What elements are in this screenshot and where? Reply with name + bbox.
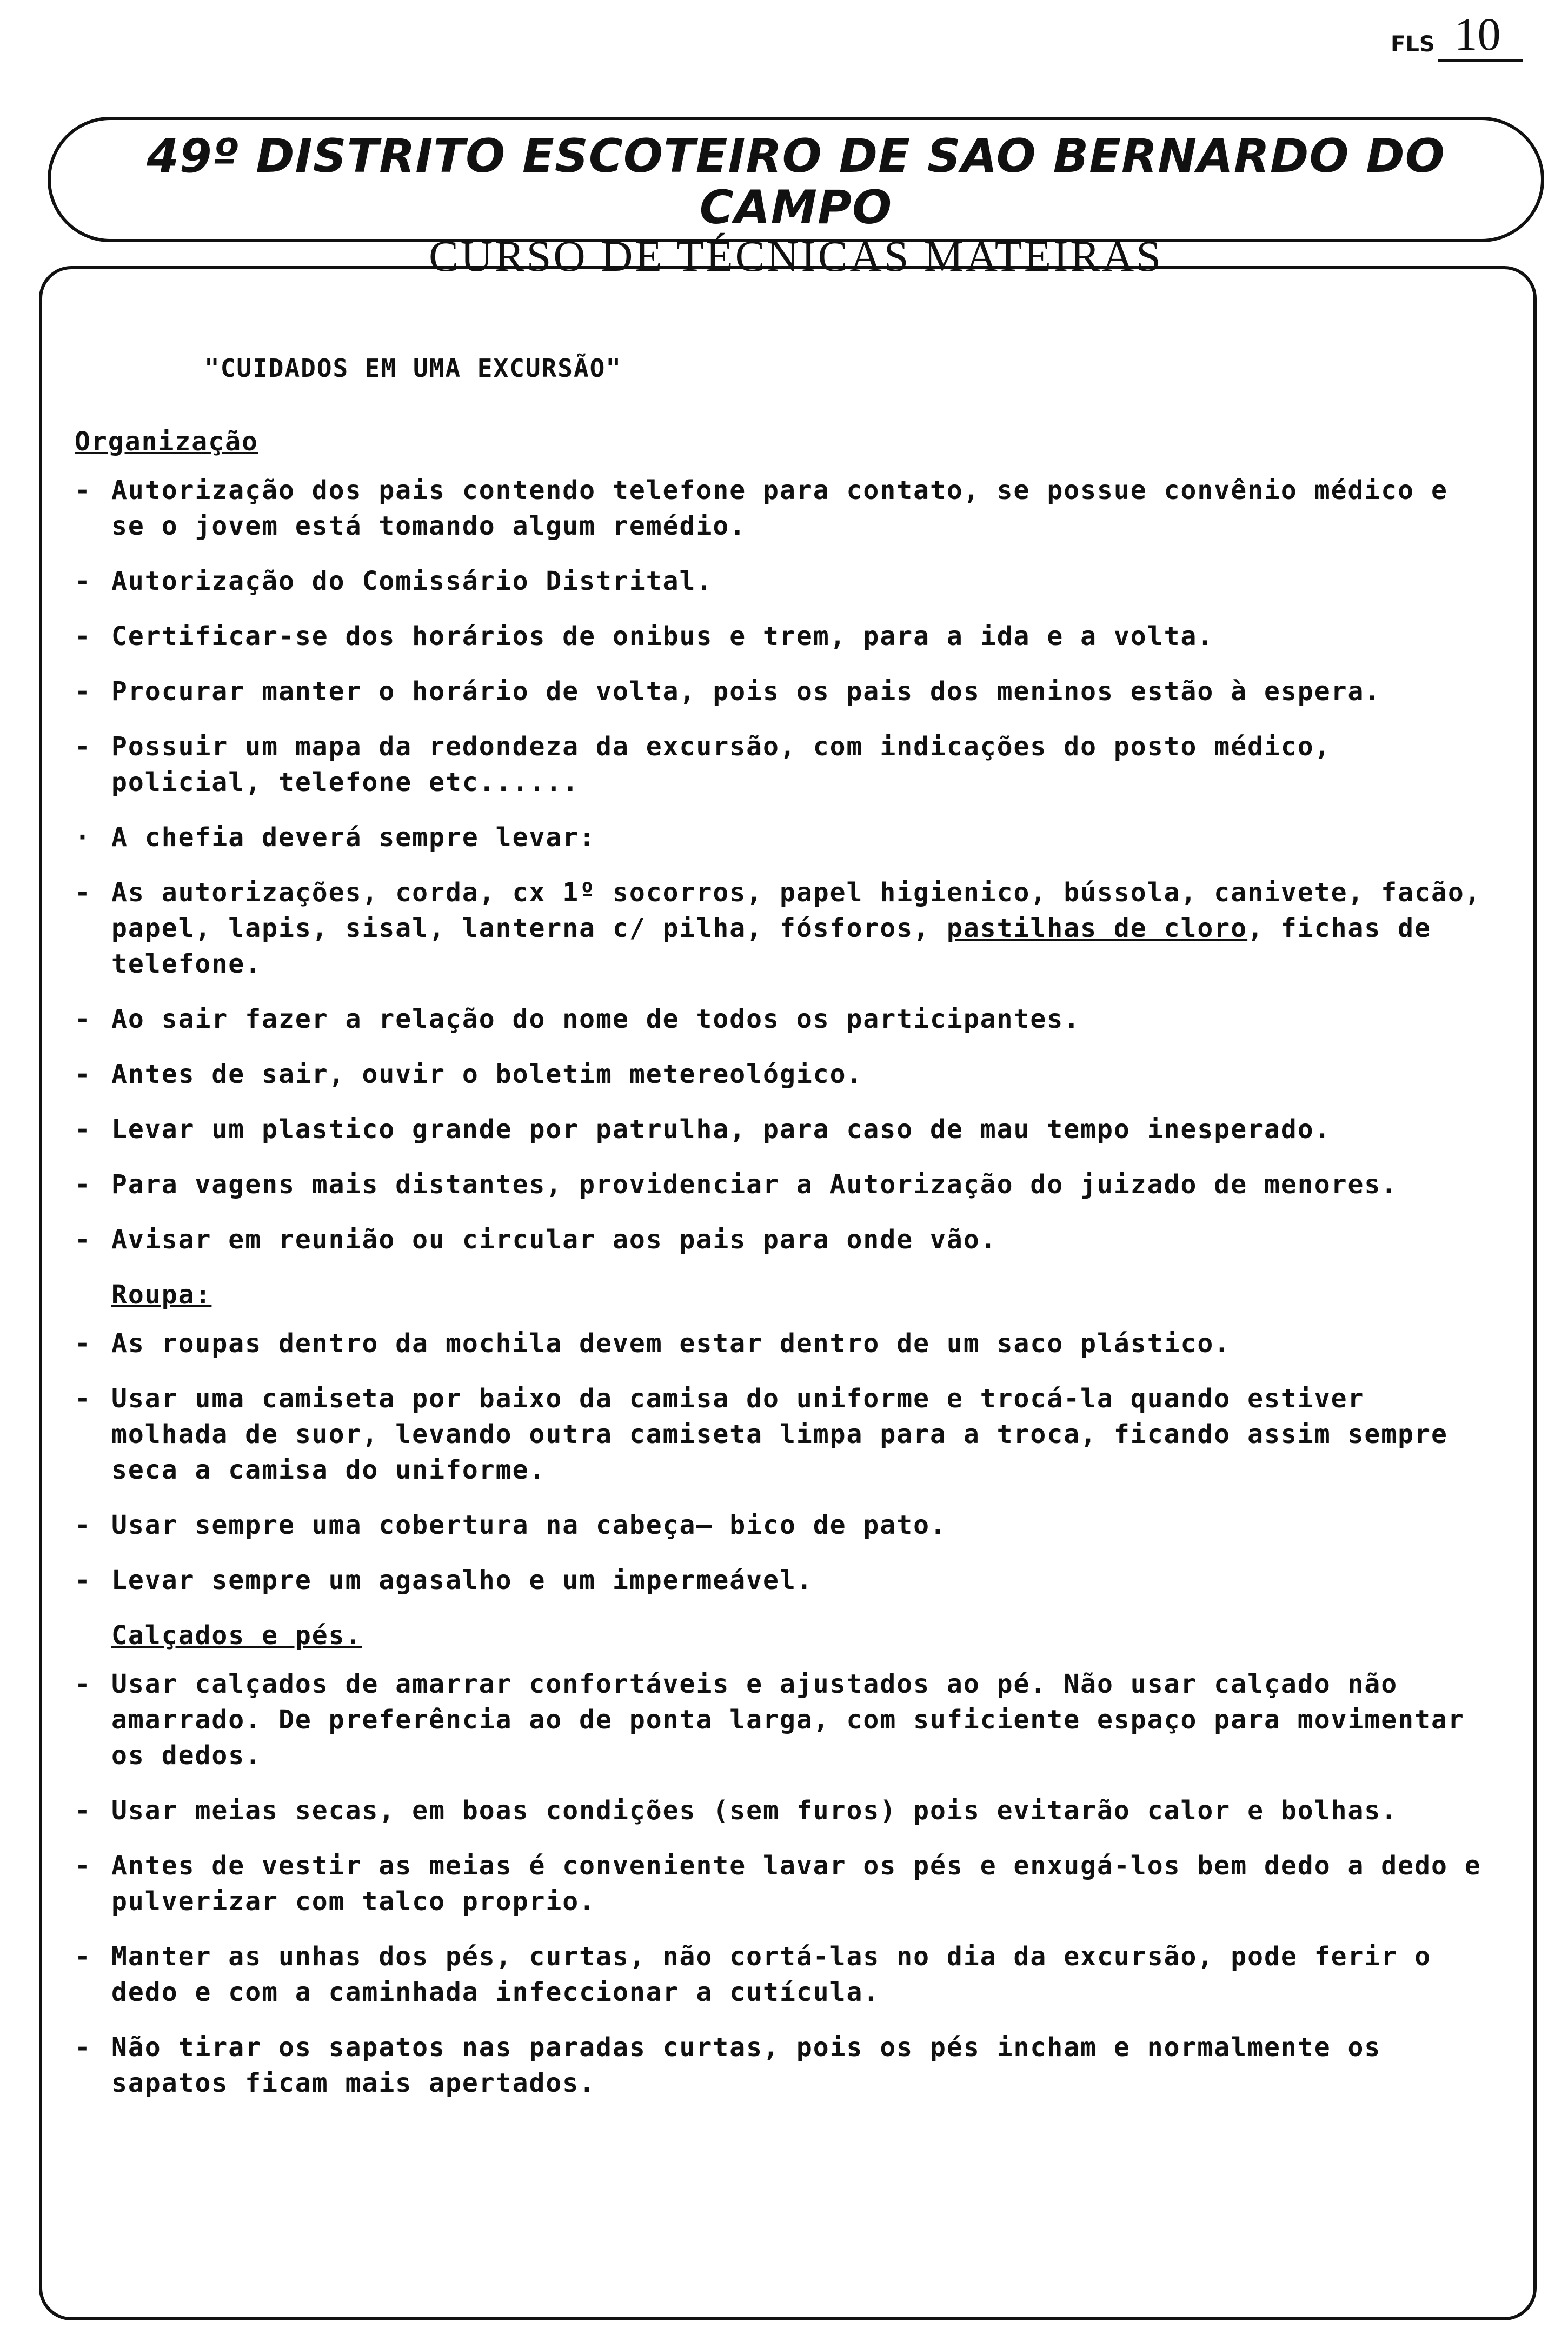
list-item: - Autorização do Comissário Distrital. xyxy=(75,566,713,596)
section-heading-roupa: Roupa: xyxy=(111,1280,212,1310)
list-item: - Avisar em reunião ou circular aos pais para onde vão. xyxy=(75,1225,997,1255)
section-heading-organizacao: Organização xyxy=(75,427,258,457)
list-item: - Procurar manter o horário de volta, pois os pais dos meninos estão à espera. xyxy=(75,676,1381,707)
list-note: · A chefia deverá sempre levar: xyxy=(75,822,596,853)
section-heading-calcados: Calçados e pés. xyxy=(111,1620,362,1651)
document-body xyxy=(75,350,1491,2120)
list-item: - Certificar-se dos horários de onibus e trem, para a ida e a volta. xyxy=(75,621,1214,651)
list-item: - Levar sempre um agasalho e um impermeável. xyxy=(75,1565,813,1595)
page-number-label: FLS xyxy=(1391,32,1435,57)
list-item: - Usar uma camiseta por baixo da camisa do uniforme e trocá-la quando estiver molhada de suor, levando outra camiseta limpa para a troca, ficando assim sempre seca a camisa do uniforme. xyxy=(75,1384,1448,1485)
list-item: - Antes de vestir as meias é conveniente lavar os pés e enxugá-los bem dedo a dedo e pulverizar com talco proprio. xyxy=(75,1851,1481,1917)
list-item: - Usar sempre uma cobertura na cabeça— bico de pato. xyxy=(75,1510,947,1540)
list-item: - Usar calçados de amarrar confortáveis e ajustados ao pé. Não usar calçado não amarrado. De preferência ao de ponta larga, com suficiente espaço para movimentar os dedos. xyxy=(75,1669,1465,1771)
list-item: - Não tirar os sapatos nas paradas curtas, pois os pés incham e normalmente os sapatos ficam mais apertados. xyxy=(75,2032,1381,2098)
content-frame xyxy=(39,266,1537,2320)
list-item: - As roupas dentro da mochila devem estar dentro de um saco plástico. xyxy=(75,1328,1231,1359)
list-item: - As autorizações, corda, cx 1º socorros, papel higienico, bússola, canivete, facão, papel, lapis, sisal, lanterna c/ pilha, fósforos, pastilhas de cloro, fichas de telefone. xyxy=(75,877,1481,979)
document-header xyxy=(48,117,1544,281)
page-number-value: 10 xyxy=(1438,11,1523,62)
list-item: - Manter as unhas dos pés, curtas, não cortá-las no dia da excursão, pode ferir o dedo e com a caminhada infeccionar a cutícula. xyxy=(75,1941,1431,2007)
document-title: "CUIDADOS EM UMA EXCURSÃO" xyxy=(204,354,622,383)
list-item: - Possuir um mapa da redondeza da excursão, com indicações do posto médico, policial, telefone etc...... xyxy=(75,731,1331,797)
list-item: - Antes de sair, ouvir o boletim metereológico. xyxy=(75,1059,863,1089)
district-title: 49º DISTRITO ESCOTEIRO DE SAO BERNARDO DO CAMPO xyxy=(147,129,1445,235)
list-item: - Usar meias secas, em boas condições (sem furos) pois evitarão calor e bolhas. xyxy=(75,1795,1398,1826)
course-title: CURSO DE TÉCNICAS MATEIRAS xyxy=(429,231,1163,281)
list-item: - Para vagens mais distantes, providenciar a Autorização do juizado de menores. xyxy=(75,1169,1398,1200)
list-item: - Ao sair fazer a relação do nome de todos os participantes. xyxy=(75,1004,1081,1034)
list-item: - Levar um plastico grande por patrulha, para caso de mau tempo inesperado. xyxy=(75,1114,1331,1145)
page-number xyxy=(1391,8,1523,62)
list-item: - Autorização dos pais contendo telefone para contato, se possue convênio médico e se o jovem está tomando algum remédio. xyxy=(75,475,1448,541)
